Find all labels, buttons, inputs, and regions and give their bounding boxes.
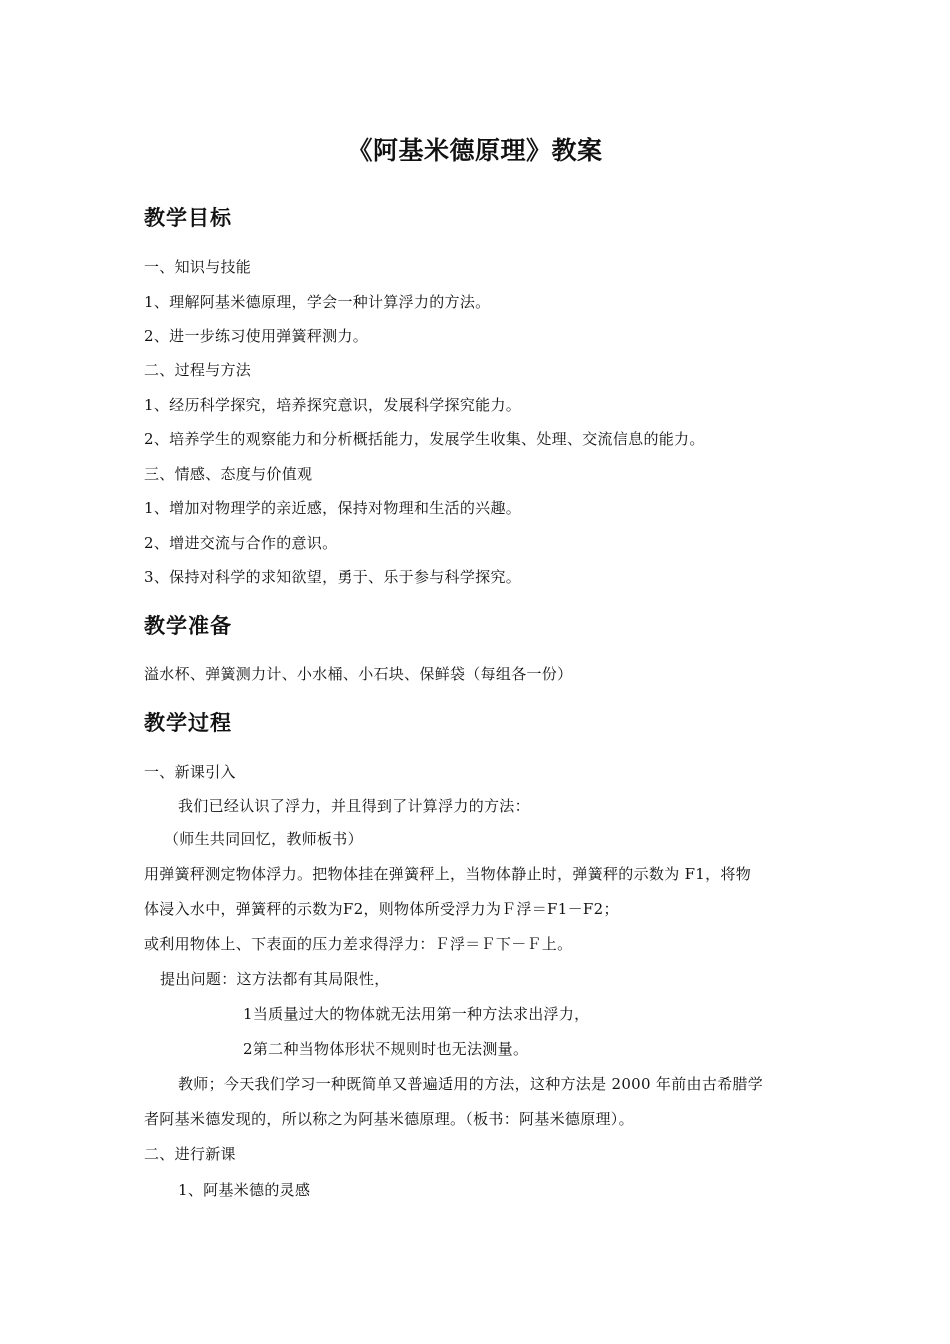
process-line-13: 1、阿基米德的灵感 bbox=[178, 1181, 311, 1199]
heading-objectives: 教学目标 bbox=[144, 206, 232, 230]
process-line-9: 2第二种当物体形状不规则时也无法测量。 bbox=[243, 1040, 529, 1058]
objectives-line-10: 3、保持对科学的求知欲望，勇于、乐于参与科学探究。 bbox=[144, 568, 522, 586]
process-line-10: 教师；今天我们学习一种既简单又普遍适用的方法，这种方法是 2000 年前由古希腊学 bbox=[178, 1075, 764, 1093]
heading-preparation: 教学准备 bbox=[144, 614, 232, 638]
objectives-line-9: 2、增进交流与合作的意识。 bbox=[144, 534, 338, 552]
process-line-8: 1当质量过大的物体就无法用第一种方法求出浮力， bbox=[243, 1005, 590, 1023]
objectives-line-8: 1、增加对物理学的亲近感，保持对物理和生活的兴趣。 bbox=[144, 499, 522, 517]
process-line-3: （师生共同回忆，教师板书） bbox=[164, 830, 363, 848]
process-line-2: 我们已经认识了浮力，并且得到了计算浮力的方法： bbox=[178, 797, 530, 815]
objectives-line-7: 三、情感、态度与价值观 bbox=[144, 465, 313, 483]
objectives-line-6: 2、培养学生的观察能力和分析概括能力，发展学生收集、处理、交流信息的能力。 bbox=[144, 430, 705, 448]
process-line-6: 或利用物体上、下表面的压力差求得浮力：Ｆ浮＝Ｆ下－Ｆ上。 bbox=[144, 935, 573, 953]
objectives-line-2: 1、理解阿基米德原理，学会一种计算浮力的方法。 bbox=[144, 293, 491, 311]
process-line-12: 二、进行新课 bbox=[144, 1145, 236, 1163]
process-line-4: 用弹簧秤测定物体浮力。把物体挂在弹簧秤上，当物体静止时，弹簧秤的示数为 F1，将物 bbox=[144, 865, 752, 883]
document-title: 《阿基米德原理》教案 bbox=[347, 136, 603, 165]
objectives-line-3: 2、进一步练习使用弹簧秤测力。 bbox=[144, 327, 369, 345]
objectives-line-1: 一、知识与技能 bbox=[144, 258, 252, 276]
process-line-1: 一、新课引入 bbox=[144, 763, 236, 781]
preparation-line-1: 溢水杯、弹簧测力计、小水桶、小石块、保鲜袋（每组各一份） bbox=[144, 665, 573, 683]
objectives-line-4: 二、过程与方法 bbox=[144, 361, 252, 379]
process-line-11: 者阿基米德发现的，所以称之为阿基米德原理。（板书：阿基米德原理）。 bbox=[144, 1110, 634, 1128]
process-line-5: 体浸入水中，弹簧秤的示数为F2，则物体所受浮力为Ｆ浮＝F1－F2； bbox=[144, 900, 619, 918]
heading-process: 教学过程 bbox=[144, 711, 232, 735]
process-line-7: 提出问题：这方法都有其局限性， bbox=[160, 970, 390, 988]
objectives-line-5: 1、经历科学探究，培养探究意识，发展科学探究能力。 bbox=[144, 396, 522, 414]
